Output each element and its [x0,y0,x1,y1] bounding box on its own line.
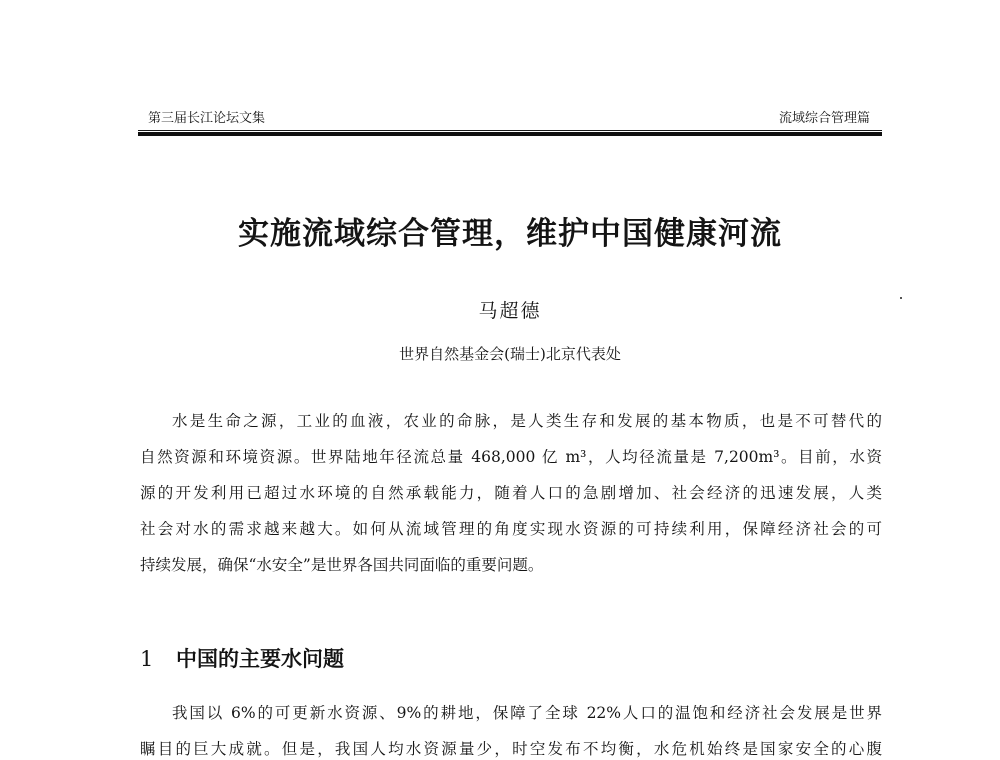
paper-title: 实施流域综合管理，维护中国健康河流 [238,216,782,252]
header-rule-thick [138,132,882,136]
section-body-line: 瞩目的巨大成就。但是，我国人均水资源量少，时空发布不均衡，水危机始终是国家安全的心腹 [140,740,882,758]
header-section-title: 流域综合管理篇 [778,111,870,126]
intro-line: 持续发展，确保“水安全”是世界各国共同面临的重要问题。 [140,556,544,574]
section-title: 中国的主要水问题 [176,646,344,671]
header-collection-title: 第三届长江论坛文集 [148,111,266,126]
running-header [138,110,880,128]
section-heading [140,645,344,673]
intro-line: 水是生命之源，工业的血液，农业的命脉，是人类生存和发展的基本物质，也是不可替代的 [172,412,882,430]
author-affiliation: 世界自然基金会(瑞士)北京代表处 [399,345,621,363]
intro-line: 社会对水的需求越来越大。如何从流域管理的角度实现水资源的可持续利用，保障经济社会的可 [140,520,882,538]
intro-line: 源的开发利用已超过水环境的自然承载能力，随着人口的急剧增加、社会经济的迅速发展，人类 [140,484,882,502]
author-name: 马超德 [478,300,542,322]
header-rule-thin [138,130,882,131]
section-body-line: 我国以 6%的可更新水资源、9%的耕地，保障了全球 22%人口的温饱和经济社会发展是世界 [172,704,882,722]
scan-speck [900,297,902,299]
section-number: 1 [140,647,154,671]
intro-line: 自然资源和环境资源。世界陆地年径流总量 468,000 亿 m³，人均径流量是 7,200m³。目前，水资 [140,448,882,466]
